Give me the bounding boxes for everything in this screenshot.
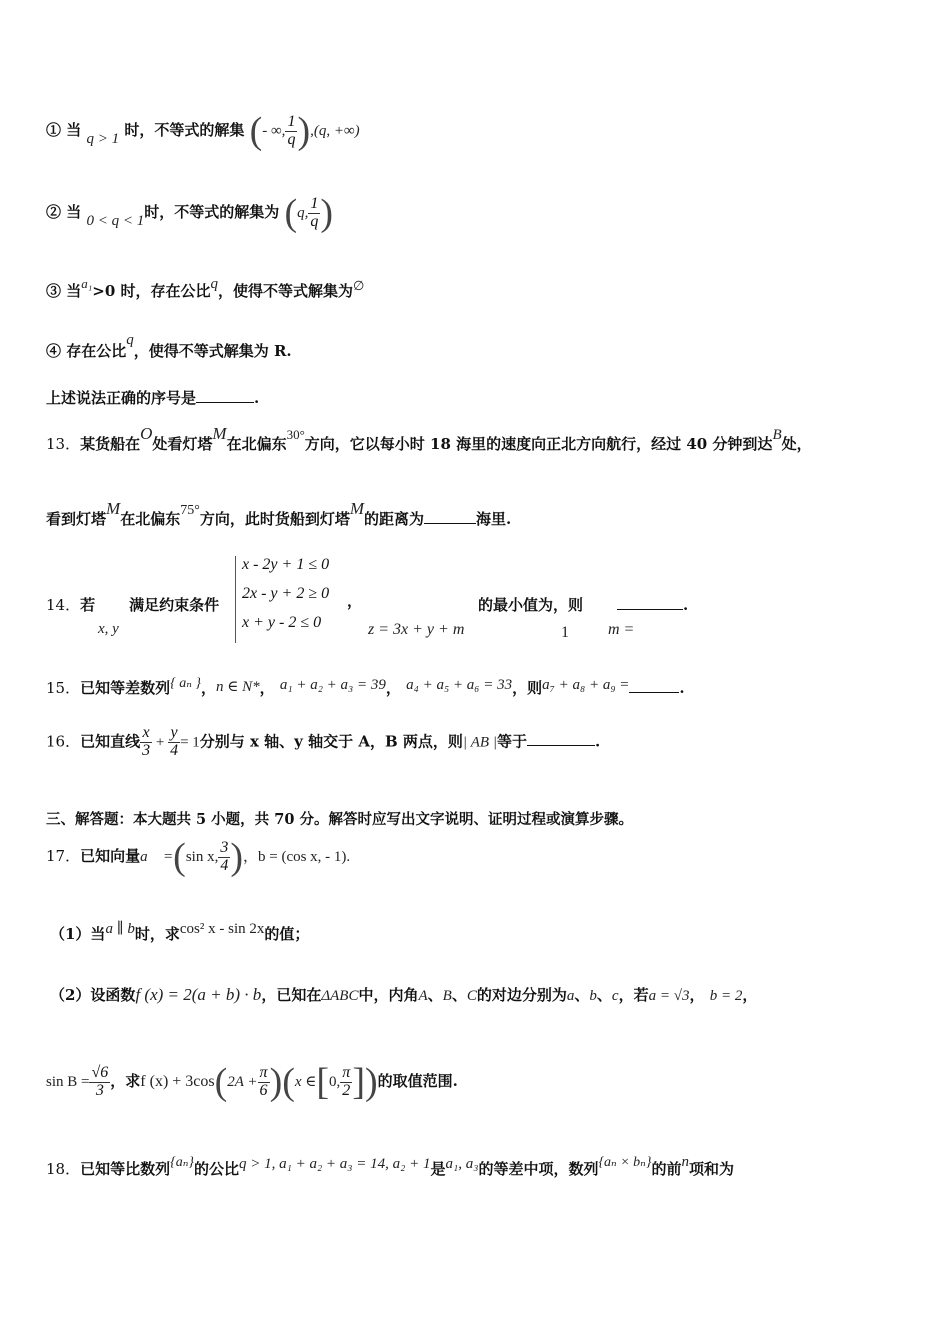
q16-text-3: 等于 xyxy=(496,732,527,751)
part-2-text-4: ，若 xyxy=(618,986,649,1004)
objective-function: z = 3x + y + m xyxy=(368,621,465,638)
point-M: M xyxy=(212,424,227,443)
statement-4-q: q xyxy=(126,332,134,348)
q18-conditions: q > 1, a₁ + a₂ + a₃ = 14, a₂ + 1 xyxy=(239,1156,431,1172)
angle-30: 30° xyxy=(286,427,305,442)
answer-blank[interactable] xyxy=(196,402,254,403)
statement-4-label: ④ 存在公比 xyxy=(46,342,127,360)
cos-argument: 2A + xyxy=(227,1074,258,1090)
sum-2: a₄ + a₅ + a₆ = 33 xyxy=(406,677,513,693)
statement-4 xyxy=(46,332,292,361)
statement-1-condition: q > 1 xyxy=(86,131,120,147)
section-3-heading: 三、解答题：本大题共 5 小题，共 70 分。解答时应写出文字说明、证明过程或演算步骤。 xyxy=(46,811,633,828)
question-17: 17．已知向量a⃗ =(sin x, $\frac{3}{4}$ )，b = (cos x, - 1). xyxy=(46,836,351,878)
point-M-2: M xyxy=(106,499,121,518)
q14-text-3: 的最小值为 xyxy=(478,596,554,614)
statement-3-var: a₁ xyxy=(81,276,93,291)
n-terms: n xyxy=(681,1154,689,1170)
part-1-label: （1）当 xyxy=(50,925,106,943)
q16-text-1: 已知直线 xyxy=(80,732,141,751)
q13-text-5: 处， xyxy=(781,435,812,453)
q18-text-4: 的等差中项，数列 xyxy=(478,1160,599,1178)
point-O: O xyxy=(140,424,153,443)
triangle-ABC: ΔABC xyxy=(321,988,359,1004)
statement-1-interval-left: - ∞, xyxy=(262,123,286,139)
question-18 xyxy=(46,1154,734,1179)
statement-3 xyxy=(46,276,365,301)
q13-text-2: 处看灯塔 xyxy=(152,435,213,453)
n-natural: n ∈ N* xyxy=(216,679,260,695)
sin-B: sin B = xyxy=(46,1074,90,1090)
question-18-number: 18． xyxy=(46,1160,81,1178)
statement-1: ① 当 q > 1 时，不等式的解集 (- ∞, $\frac{1}{q}$ ),(q, +∞) xyxy=(46,110,360,152)
fraction-pi-2: $\frac{\pi}{2}$ xyxy=(342,1063,351,1099)
statement-2-interval: q, xyxy=(297,205,309,221)
parallel-condition: a ∥ b xyxy=(105,921,135,937)
statement-3-text2: ，使得不等式解集为 xyxy=(218,282,354,300)
fraction-3-4: $\frac{3}{4}$ xyxy=(220,838,229,874)
q14-text-1: 若 xyxy=(80,596,96,614)
target-expression: f (x) + 3cos xyxy=(140,1073,215,1090)
angle-A: A xyxy=(418,988,428,1004)
vector-b: ，b = (cos x, - 1). xyxy=(242,849,351,865)
minimum-value: 1 xyxy=(561,624,569,641)
q15-answer-blank[interactable] xyxy=(629,692,679,693)
statement-2-fraction: $\frac{1}{q}$ xyxy=(310,194,319,230)
statement-1-fraction: $\frac{1}{q}$ xyxy=(287,112,296,148)
q13-text-4: 方向，它以每小时 18 海里的速度向正北方向航行，经过 40 分钟到达 xyxy=(304,435,773,453)
trig-expression: cos² x - sin 2x xyxy=(179,921,265,937)
question-16: 16．已知直线 $\frac{x}{3}$ + $\frac{y}{4}$ = 1分别与 x 轴、y 轴交于 A，B 两点，则| AB |等于 . xyxy=(46,724,601,759)
point-M-3: M xyxy=(349,499,364,518)
statement-3-text1: >0 时，存在公比 xyxy=(92,282,211,300)
fraction-pi-6: $\frac{\pi}{6}$ xyxy=(259,1063,268,1099)
q13-text-6: 看到灯塔 xyxy=(46,510,107,528)
statement-3-q: q xyxy=(210,276,218,292)
empty-set-symbol: ∅ xyxy=(353,278,365,293)
function-f: f (x) = 2(a + b) · b xyxy=(135,985,262,1004)
geometric-sequence: {aₙ} xyxy=(170,1155,194,1170)
q13-answer-blank[interactable] xyxy=(424,523,476,524)
part-1-end: 的值； xyxy=(264,925,310,943)
statement-2-text: 时，不等式的解集为 xyxy=(144,203,280,221)
question-13-line-2 xyxy=(46,499,512,529)
q18-text-5: 的前 xyxy=(651,1160,682,1178)
q18-text-1: 已知等比数列 xyxy=(80,1160,171,1178)
b-value: b = 2 xyxy=(709,988,743,1004)
angle-C: C xyxy=(466,988,477,1004)
a-value: a = √3 xyxy=(648,988,690,1004)
q16-text-2: 分别与 x 轴、y 轴交于 A，B 两点，则 xyxy=(199,732,463,751)
constraint-2: 2x - y + 2 ≥ 0 xyxy=(242,585,330,602)
q18-text-2: 的公比 xyxy=(193,1160,239,1178)
sum-1: a₁ + a₂ + a₃ = 39 xyxy=(279,677,386,693)
point-B: B xyxy=(772,427,782,443)
fraction-y-4: $\frac{y}{4}$ xyxy=(170,724,179,759)
q13-text-7: 在北偏东 xyxy=(120,510,181,528)
fraction-root6-3: $\frac{√6}{3}$ xyxy=(91,1063,109,1099)
question-13-line-1 xyxy=(46,424,812,454)
fraction-x-3: $\frac{x}{3}$ xyxy=(142,724,151,759)
statement-4-text: ，使得不等式解集为 R. xyxy=(133,342,292,360)
q13-text-1: 某货船在 xyxy=(80,435,141,453)
question-13-number: 13． xyxy=(46,435,81,453)
side-b: b xyxy=(589,988,597,1004)
q14-text-2: 满足约束条件 xyxy=(129,596,220,614)
q18-text-6: 项和为 xyxy=(688,1160,734,1178)
segment-AB: | AB | xyxy=(462,734,497,751)
statement-2: ② 当 0 < q < 1时，不等式的解集为 (q, $\frac{1}{q}$ ) xyxy=(46,192,334,234)
part-1-text: 时，求 xyxy=(134,925,180,943)
question-14 xyxy=(46,594,219,615)
product-sequence: {aₙ × bₙ} xyxy=(598,1155,652,1170)
part-2-text-1: ，已知在 xyxy=(261,986,322,1004)
question-14-number: 14． xyxy=(46,596,81,614)
q17-part-1 xyxy=(50,923,309,944)
domain-zero: 0, xyxy=(329,1074,341,1090)
part-2-end: 的取值范围. xyxy=(377,1072,458,1090)
sequence-an: { aₙ } xyxy=(170,676,201,691)
question-15-number: 15． xyxy=(46,679,81,697)
constraint-3: x + y - 2 ≤ 0 xyxy=(242,614,322,631)
part-2-text-2: 中，内角 xyxy=(358,986,419,1004)
domain-x: x ∈ xyxy=(294,1074,317,1090)
q15-text-3: ，则 xyxy=(512,679,543,697)
q14-text-4: ，则 xyxy=(553,596,584,614)
q17-text-1: 已知向量 xyxy=(80,847,141,865)
q13-text-8: 方向，此时货船到灯塔 xyxy=(199,510,350,528)
sum-3: a₇ + a₈ + a₉ = xyxy=(542,677,630,693)
q15-text-1: 已知等差数列 xyxy=(80,679,171,697)
question-15: 15．已知等差数列{ aₙ }，n ∈ N*， a₁ + a₂ + a₃ = 39， a₄ + a₅ + a₆ = 33，则a₇ + a₈ + a₉ = . xyxy=(46,676,685,697)
q14-answer-blank[interactable] xyxy=(617,609,683,610)
part-2-label: （2）设函数 xyxy=(50,986,136,1004)
equals-one: = 1 xyxy=(180,734,200,751)
statement-3-label: ③ 当 xyxy=(46,282,82,300)
m-equals: m = xyxy=(608,621,635,638)
q13-text-10: 海里. xyxy=(476,510,512,528)
statement-1-interval-right: ,(q, +∞) xyxy=(310,123,360,139)
statement-2-condition: 0 < q < 1 xyxy=(86,213,145,229)
q17-part-2: （2）设函数f (x) = 2(a + b) · b，已知在ΔABC中，内角A、B、C的对边分别为a、b、c，若a = √3， b = 2， xyxy=(50,985,758,1004)
vector-a-sin: sin x, xyxy=(185,849,219,865)
q14-tail: 的最小值为，则 . xyxy=(478,596,689,614)
constraint-1: x - 2y + 1 ≤ 0 xyxy=(242,556,330,573)
statement-1-text: 时，不等式的解集 xyxy=(124,121,245,139)
q18-text-3: 是 xyxy=(430,1160,446,1178)
part-2-text-3: 的对边分别为 xyxy=(476,986,567,1004)
side-c: c xyxy=(611,988,619,1004)
angle-B: B xyxy=(442,988,452,1004)
side-a: a xyxy=(566,988,575,1004)
constraint-system xyxy=(235,556,329,643)
angle-75: 75° xyxy=(180,503,200,518)
statement-1-label: ① 当 xyxy=(46,121,82,139)
answer-prompt: 上述说法正确的序号是 . xyxy=(46,389,260,407)
part-2-text-5: ，求 xyxy=(110,1072,141,1090)
q17-part-2-cont: sin B = $\frac{√6}{3}$ ，求f (x) + 3cos(2A + $\frac{\pi}{6}$ )(x ∈[0, $\frac{\pi}{2}$ ])的取值范围. xyxy=(46,1061,458,1103)
q13-text-3: 在北偏东 xyxy=(226,435,287,453)
question-16-number: 16． xyxy=(46,732,81,751)
q14-variables: x, y xyxy=(98,621,119,637)
question-17-number: 17． xyxy=(46,847,81,865)
statement-2-label: ② 当 xyxy=(46,203,82,221)
q13-text-9: 的距离为 xyxy=(364,510,425,528)
q14-comma: ， xyxy=(347,592,363,610)
vector-a: a⃗ = xyxy=(140,849,174,865)
q18-pair: a₁, a₃ xyxy=(445,1156,479,1172)
q16-answer-blank[interactable] xyxy=(527,745,595,746)
answer-prompt-text: 上述说法正确的序号是 xyxy=(46,389,197,407)
